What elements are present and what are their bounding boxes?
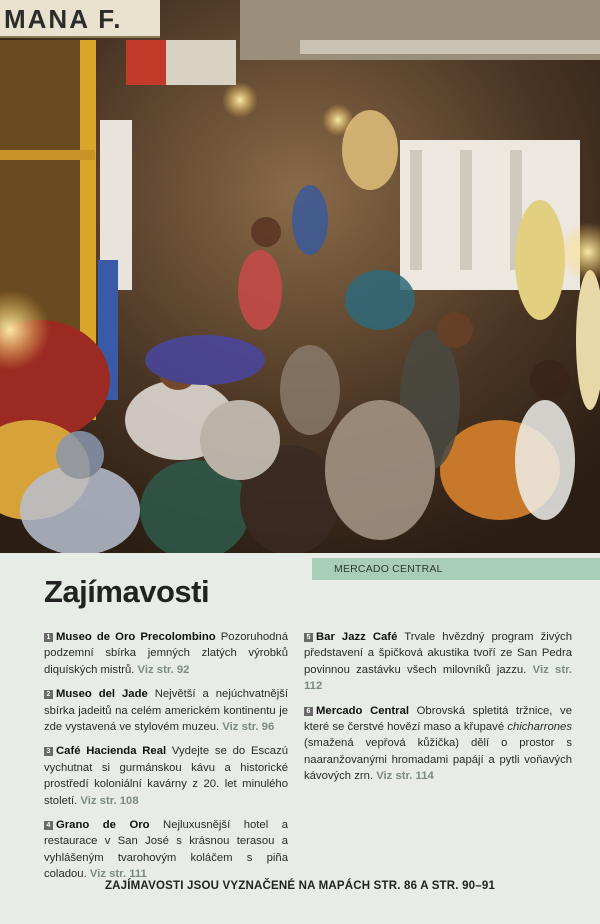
left-column — [44, 629, 288, 891]
entry-text: Nejluxusnější hotel a restaurace v San José s krásnou terasou a vyhlášeným tvarohovým koláčem s piña coladou. — [44, 819, 288, 881]
page-reference: Viz str. 112 — [304, 663, 572, 693]
list-item — [304, 703, 572, 785]
list-item — [304, 629, 572, 695]
number-badge: 1 — [44, 633, 53, 642]
entry-name: Grano de Oro — [56, 819, 150, 832]
number-badge: 2 — [44, 690, 53, 699]
list-item — [44, 686, 288, 735]
page-reference: Viz str. 111 — [89, 868, 147, 881]
entry-text: (smažená vepřová kůžička) dělí o prostor s naaranžovanými hromadami papájí a pytli voňavých kávových zrn. — [304, 737, 572, 783]
list-item — [44, 629, 288, 678]
entry-text: Obrovská spletitá tržnice, ve které se čerstvé hovězí maso a křupavé — [304, 704, 572, 734]
page-reference: Viz str. 114 — [376, 770, 434, 783]
entry-name: Bar Jazz Café — [316, 631, 398, 643]
number-badge: 5 — [304, 633, 313, 642]
entry-text: Vydejte se do Escazú vychutnat si gurmánskou kávu a historické prostředí koloniální kavárny z 20. let minulého století. — [44, 745, 289, 807]
page-reference: Viz str. 108 — [80, 794, 139, 807]
number-badge: 4 — [44, 821, 53, 830]
list-item — [44, 817, 288, 883]
footer-note: ZAJÍMAVOSTI JSOU VYZNAČENÉ NA MAPÁCH STR. 86 A STR. 90–91 — [104, 880, 496, 892]
list-item — [44, 743, 288, 809]
entry-text: Pozoruhodná podzemní sbírka jemných zlatých výrobků diquíských mistrů. — [44, 631, 288, 676]
market-sign: MANA F. — [0, 0, 160, 38]
entry-name: Mercado Central — [316, 704, 410, 717]
entry-name: Café Hacienda Real — [56, 745, 167, 758]
page-reference: Viz str. 96 — [222, 721, 275, 734]
number-badge: 6 — [304, 707, 313, 716]
page-reference: Viz str. 92 — [137, 663, 190, 676]
entry-text: Trvale hvězdný program živých představení a špičková akustika tvoří ze San Pedra povinnou zastávku všech milovníků jazzu. — [304, 631, 572, 676]
photo-caption: MERCADO CENTRAL — [334, 563, 443, 575]
page-title: Zajímavosti — [44, 574, 210, 609]
number-badge: 3 — [44, 747, 53, 756]
right-column — [304, 629, 572, 793]
entry-name: Museo de Oro Precolombino — [56, 631, 216, 643]
entry-name: Museo del Jade — [56, 688, 148, 701]
entry-text: Největší a nejúchvatnější sbírka jadeitů na celém americkém kontinentu je zde vystavená ve stylovém muzeu. — [44, 688, 288, 734]
entry-italic: chicharrones — [507, 721, 572, 734]
